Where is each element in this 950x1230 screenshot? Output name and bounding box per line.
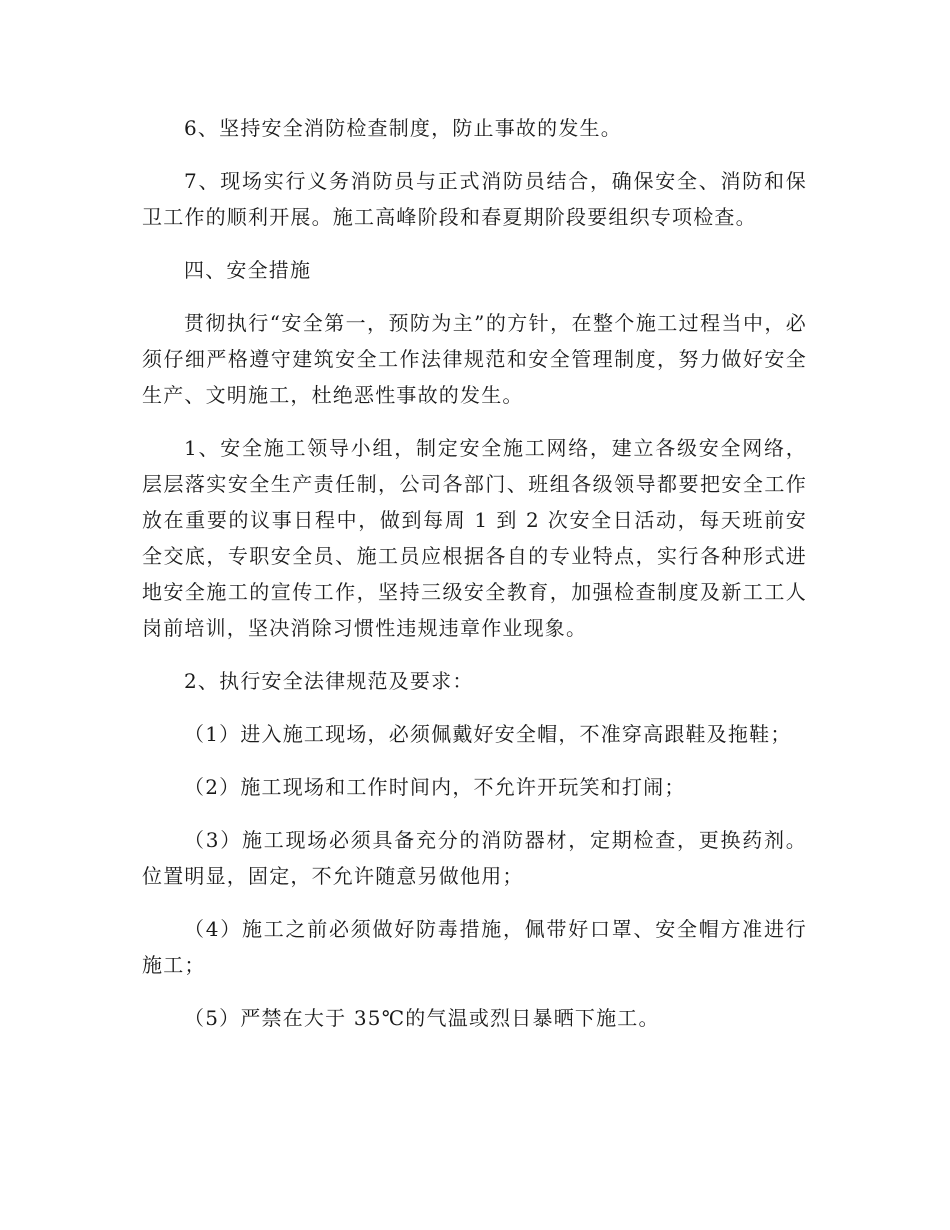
- paragraph-policy: 贯彻执行“安全第一，预防为主”的方针，在整个施工过程当中，必须仔细严格遵守建筑安全工作法律规范和安全管理制度，努力做好安全生产、文明施工，杜绝恶性事故的发生。: [142, 311, 807, 407]
- sub-item-4: （4）施工之前必须做好防毒措施，佩带好口罩、安全帽方准进行施工；: [142, 917, 807, 977]
- section-heading-safety-measures: 四、安全措施: [184, 258, 312, 282]
- sub-item-2: （2）施工现场和工作时间内，不允许开玩笑和打闹；: [184, 775, 686, 799]
- paragraph-item-2: 2、执行安全法律规范及要求：: [184, 669, 474, 693]
- paragraph-item-1: 1、安全施工领导小组，制定安全施工网络，建立各级安全网络，层层落实安全生产责任制，公司各部门、班组各级领导都要把安全工作放在重要的议事日程中，做到每周 1 到 2 次安全日活动，每天班前安全交底，专职安全员、施工员应根据各自的专业特点，实行各种形式进地安全施工的宣传工作，坚持三级安全教育，加强检查制度及新工工人岗前培训，坚决消除习惯性违规违章作业现象。: [142, 436, 807, 640]
- paragraph-item-6: 6、坚持安全消防检查制度，防止事故的发生。: [184, 116, 622, 140]
- sub-item-3: （3）施工现场必须具备充分的消防器材，定期检查，更换药剂。位置明显，固定，不允许随意另做他用；: [142, 828, 807, 888]
- document-body: [142, 110, 807, 1053]
- paragraph-item-7: 7、现场实行义务消防员与正式消防员结合，确保安全、消防和保卫工作的顺利开展。施工高峰阶段和春夏期阶段要组织专项检查。: [142, 169, 807, 229]
- sub-item-5: （5）严禁在大于 35℃的气温或烈日暴晒下施工。: [184, 1006, 660, 1030]
- sub-item-1: （1）进入施工现场，必须佩戴好安全帽，不准穿高跟鞋及拖鞋；: [184, 722, 792, 746]
